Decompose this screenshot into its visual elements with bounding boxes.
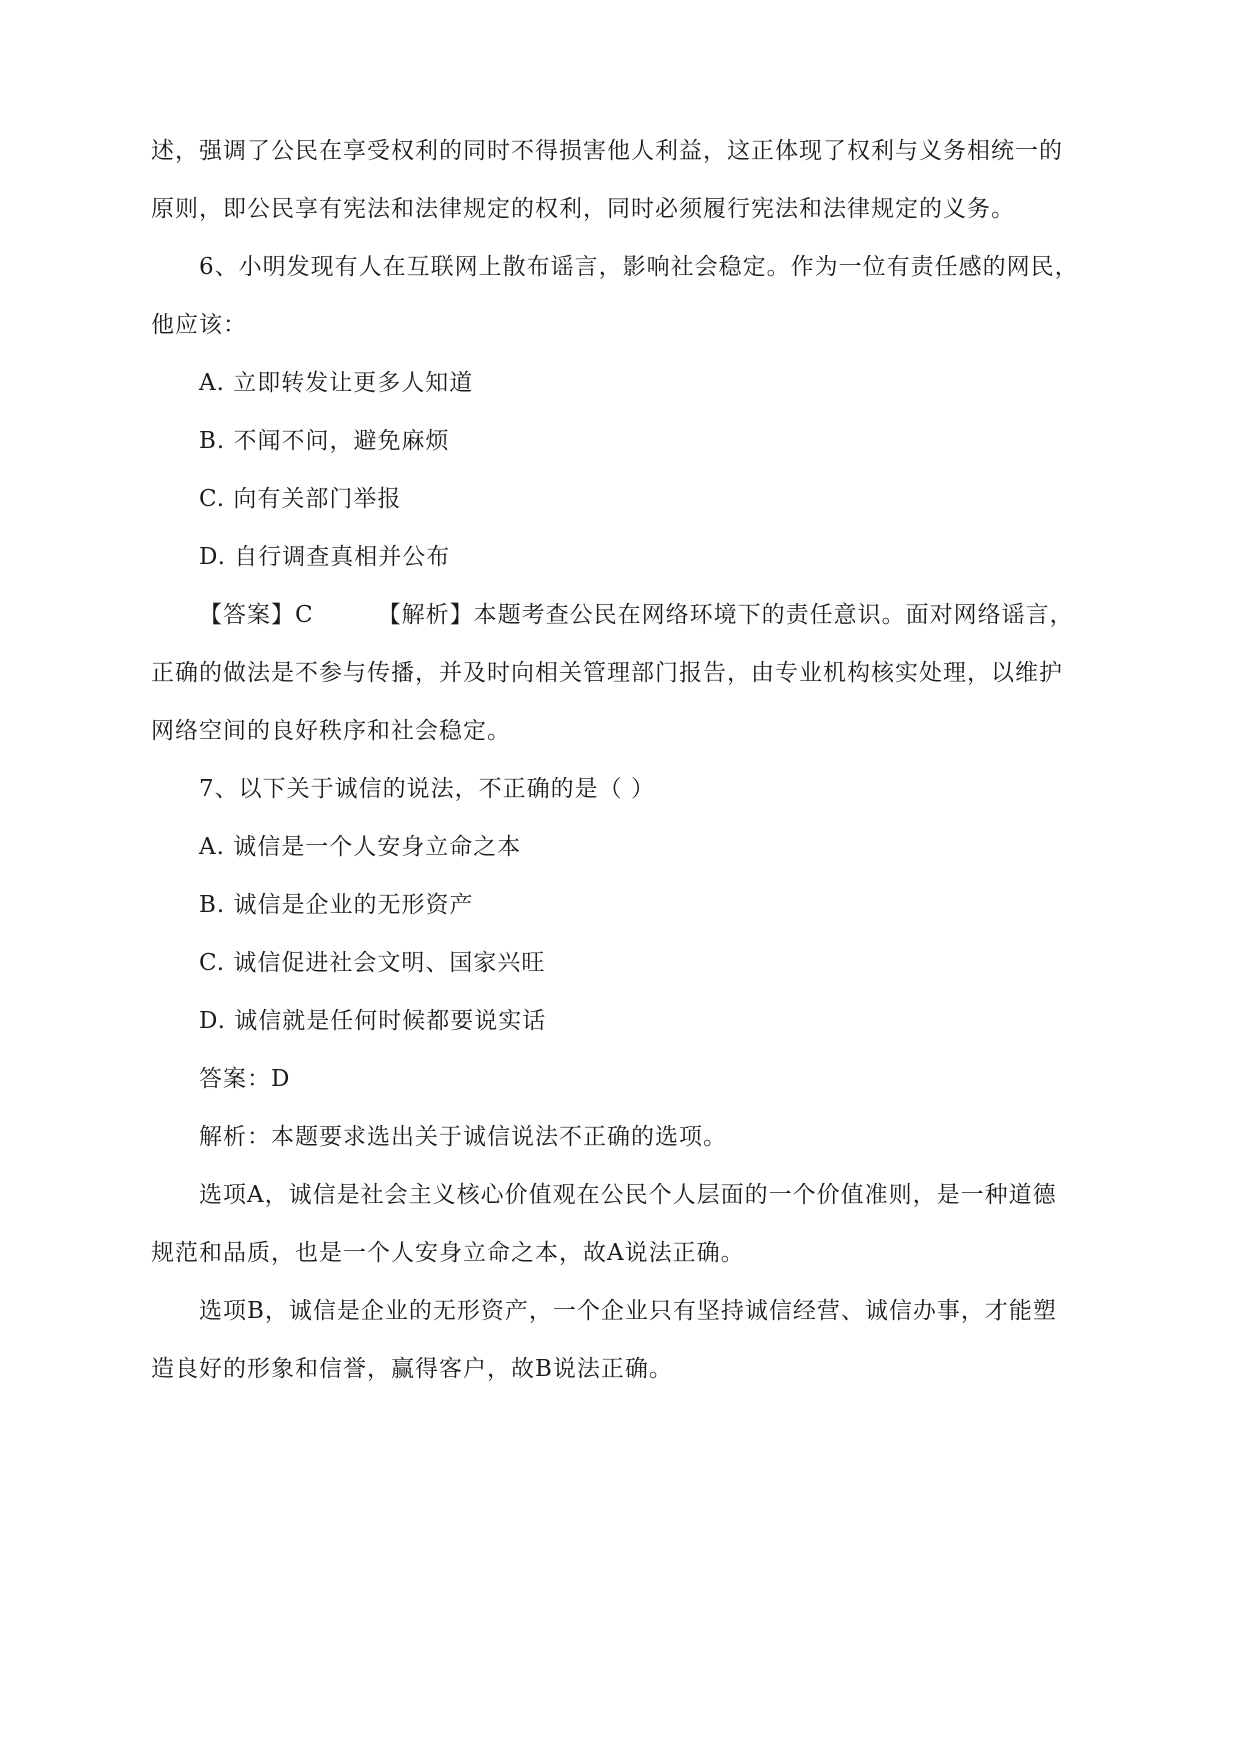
- question-6-option-c: C. 向有关部门举报: [199, 486, 402, 512]
- question-6-analysis-start: 【解析】本题考查公民在网络环境下的责任意识。面对网络谣言，: [377, 602, 1074, 628]
- intro-line-1: 述，强调了公民在享受权利的同时不得损害他人利益，这正体现了权利与义务相统一的: [151, 138, 1063, 164]
- question-6-analysis-line-2: 正确的做法是不参与传播，并及时向相关管理部门报告，由专业机构核实处理，以维护: [151, 660, 1063, 686]
- question-7-option-d: D. 诚信就是任何时候都要说实话: [199, 1008, 547, 1034]
- question-7-option-b-explanation-line-2: 造良好的形象和信誉，赢得客户，故B说法正确。: [151, 1356, 673, 1382]
- question-6-stem-line-1: 6、小明发现有人在互联网上散布谣言，影响社会稳定。作为一位有责任感的网民，: [199, 254, 1079, 280]
- question-7-option-a: A. 诚信是一个人安身立命之本: [199, 834, 522, 860]
- question-6-option-a: A. 立即转发让更多人知道: [199, 370, 474, 396]
- question-7-option-b: B. 诚信是企业的无形资产: [199, 892, 474, 918]
- question-7-analysis: 解析：本题要求选出关于诚信说法不正确的选项。: [199, 1124, 727, 1150]
- intro-line-2: 原则，即公民享有宪法和法律规定的权利，同时必须履行宪法和法律规定的义务。: [151, 196, 1015, 222]
- question-6-answer-line: [199, 600, 1139, 630]
- question-6-analysis-line-3: 网络空间的良好秩序和社会稳定。: [151, 718, 511, 744]
- question-6-stem-line-2: 他应该：: [151, 312, 247, 338]
- question-7-option-b-explanation-line-1: 选项B，诚信是企业的无形资产，一个企业只有坚持诚信经营、诚信办事，才能塑: [199, 1298, 1057, 1324]
- question-6-option-d: D. 自行调查真相并公布: [199, 544, 451, 570]
- question-7-option-a-explanation-line-2: 规范和品质，也是一个人安身立命之本，故A说法正确。: [151, 1240, 745, 1266]
- question-7-answer: 答案：D: [199, 1066, 291, 1092]
- question-7-option-c: C. 诚信促进社会文明、国家兴旺: [199, 950, 546, 976]
- question-7-option-a-explanation-line-1: 选项A，诚信是社会主义核心价值观在公民个人层面的一个价值准则，是一种道德: [199, 1182, 1057, 1208]
- question-6-answer: 【答案】C: [199, 602, 314, 628]
- question-7-stem: 7、以下关于诚信的说法，不正确的是（ ）: [199, 776, 655, 802]
- question-6-option-b: B. 不闻不问，避免麻烦: [199, 428, 450, 454]
